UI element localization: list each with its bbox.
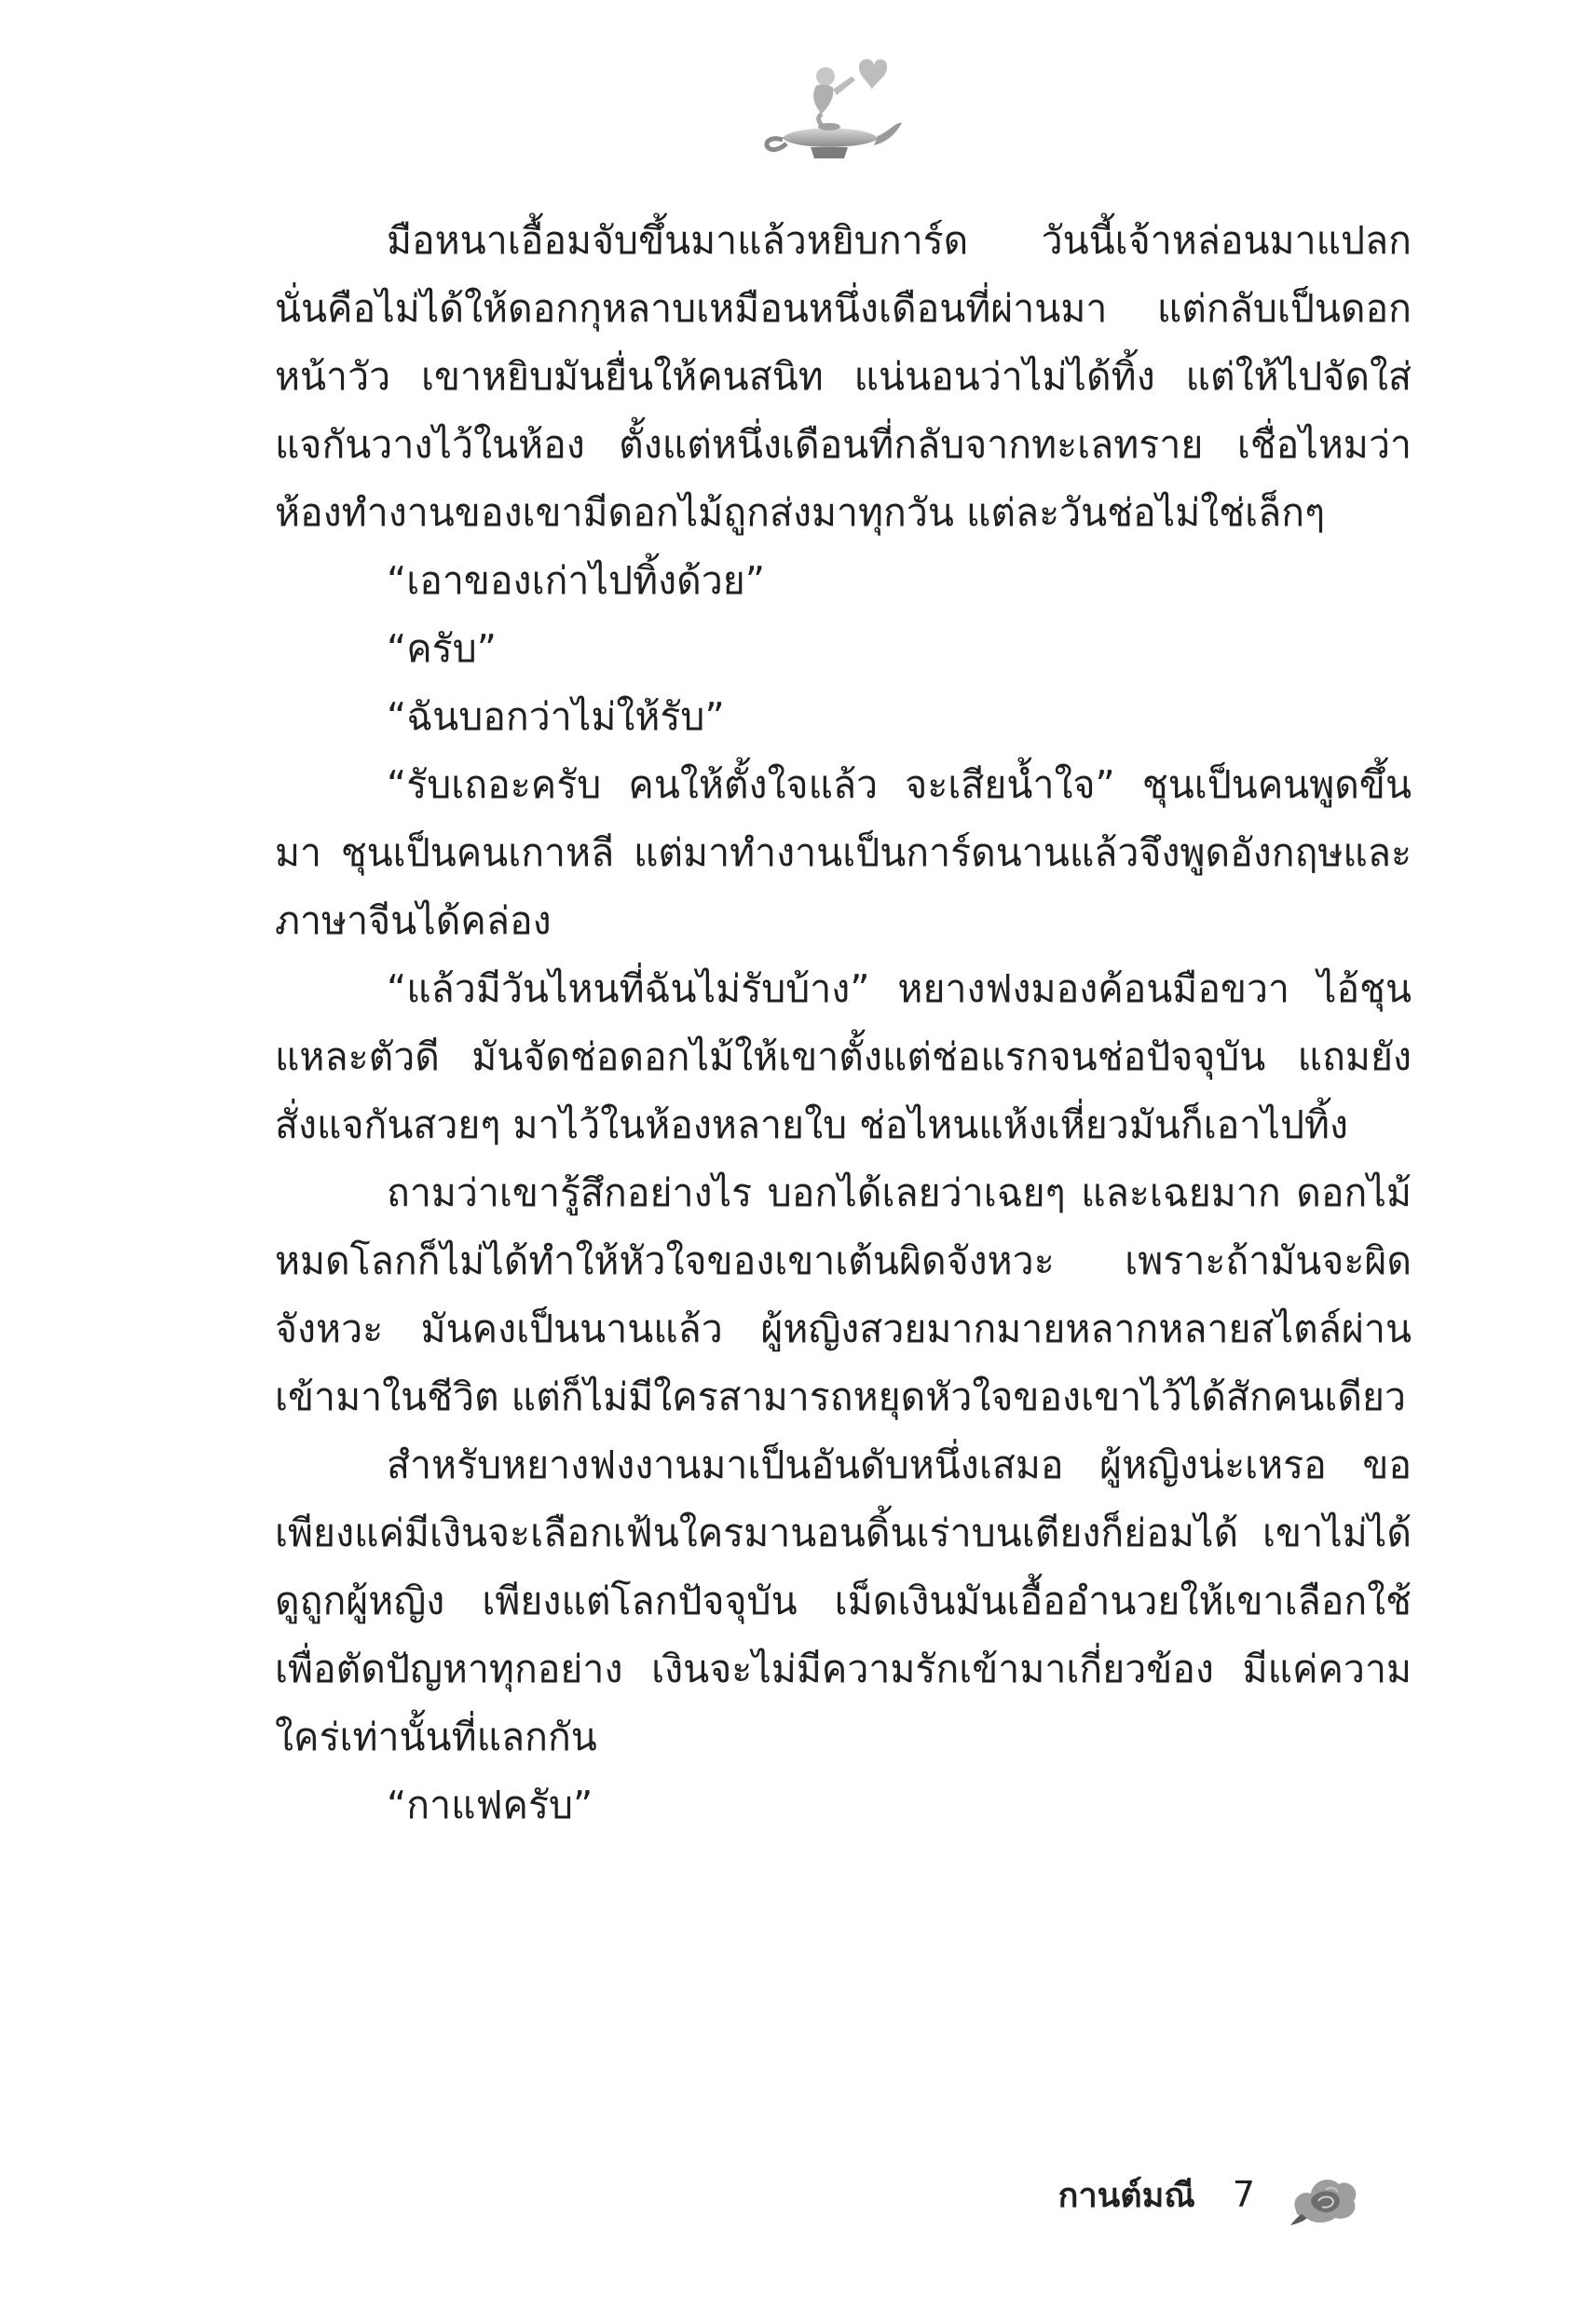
paragraph: “ครับ” — [387, 626, 497, 671]
paragraph: มือหนาเอื้อมจับขึ้นมาแล้วหยิบการ์ด วันนี้เจ้าหล่อนมาแปลก นั่นคือไม่ได้ให้ดอกกุหลาบเหมือนหนึ่งเดือนที่ผ่านมา แต่กลับเป็นดอกหน้าวัว เขาหยิบมันยื่นให้คนสนิท แน่นอนว่าไม่ได้ทิ้ง แต่ให้ไปจัดใส่แจกันวางไว้ในห้อง ตั้งแต่หนึ่งเดือนที่กลับจากทะเลทราย เชื่อไหมว่าห้องทำงานของเขามีดอกไม้ถูกส่งมาทุกวัน แต่ละวันช่อไม่ใช่เล็กๆ — [275, 218, 1412, 535]
page-footer — [1058, 2162, 1363, 2227]
paragraph: “เอาของเก่าไปทิ้งด้วย” — [387, 558, 766, 603]
paragraph: สำหรับหยางฟงงานมาเป็นอันดับหนึ่งเสมอ ผู้หญิงน่ะเหรอ ขอเพียงแค่มีเงินจะเลือกเฟ้นใครมานอนดิ้นเร่าบนเตียงก็ย่อมได้ เขาไม่ได้ดูถูกผู้หญิง เพียงแต่โลกปัจจุบัน เม็ดเงินมันเอื้ออำนวยให้เขาเลือกใช้เพื่อตัดปัญหาทุกอย่าง เงินจะไม่มีความรักเข้ามาเกี่ยวข้อง มีแค่ความใคร่เท่านั้นที่แลกกัน — [275, 1443, 1412, 1759]
paragraph: “กาแฟครับ” — [387, 1783, 593, 1827]
paragraph: “แล้วมีวันไหนที่ฉันไม่รับบ้าง” หยางฟงมองค้อนมือขวา ไอ้ชุนแหละตัวดี มันจัดช่อดอกไม้ให้เขาตั้งแต่ช่อแรกจนช่อปัจจุบัน แถมยังสั่งแจกันสวยๆ มาไว้ในห้องหลายใบ ช่อไหนแห้งเหี่ยวมันก็เอาไปทิ้ง — [275, 966, 1412, 1147]
genie-lamp-icon — [755, 48, 904, 170]
page-number: 7 — [1232, 2174, 1255, 2215]
rose-icon — [1289, 2162, 1363, 2227]
paragraph: ถามว่าเขารู้สึกอย่างไร บอกได้เลยว่าเฉยๆ และเฉยมาก ดอกไม้หมดโลกก็ไม่ได้ทำให้หัวใจของเขาเต้นผิดจังหวะ เพราะถ้ามันจะผิดจังหวะ มันคงเป็นนานแล้ว ผู้หญิงสวยมากมายหลากหลายสไตล์ผ่านเข้ามาในชีวิต แต่ก็ไม่มีใครสามารถหยุดหัวใจของเขาไว้ได้สักคนเดียว — [275, 1170, 1412, 1419]
paragraph: “ฉันบอกว่าไม่ให้รับ” — [387, 694, 725, 739]
paragraph: “รับเถอะครับ คนให้ตั้งใจแล้ว จะเสียน้ำใจ” ชุนเป็นคนพูดขึ้นมา ชุนเป็นคนเกาหลี แต่มาทำงานเป็นการ์ดนานแล้วจึงพูดอังกฤษและภาษาจีนได้คล่อง — [275, 762, 1412, 943]
body-text — [275, 207, 1412, 1839]
footer-author: กานต์มณี — [1057, 2176, 1195, 2215]
